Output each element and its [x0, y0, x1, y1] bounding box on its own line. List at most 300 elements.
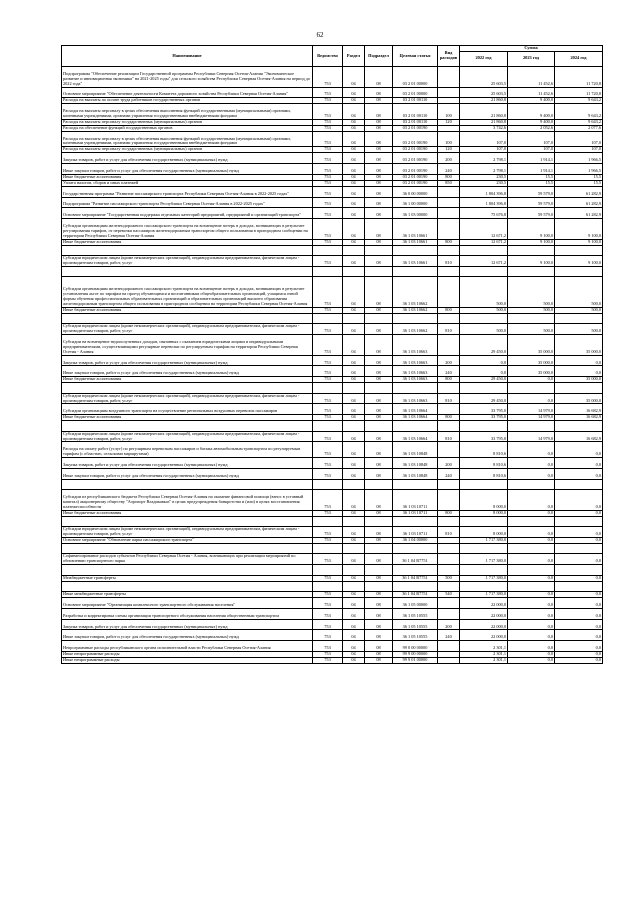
- row-target: 36 1 04 00000: [393, 538, 438, 544]
- row-value-2024: 0,0: [555, 554, 603, 565]
- empty-cell: [438, 479, 460, 490]
- row-ministry: 753: [313, 131, 343, 147]
- row-value-2022: 22 000,0: [460, 598, 508, 609]
- row-value-2023: 1 914,1: [508, 164, 555, 175]
- empty-cell: [460, 581, 508, 592]
- empty-cell: [460, 266, 508, 277]
- row-section: 04: [343, 256, 365, 267]
- row-ministry: 753: [313, 527, 343, 538]
- row-name: Иные межбюджетные трансферты: [62, 592, 313, 598]
- empty-cell: [343, 313, 365, 324]
- row-value-2024: 0,0: [555, 630, 603, 641]
- empty-cell: [365, 313, 393, 324]
- empty-cell: [508, 581, 555, 592]
- row-value-2023: 2 052,6: [508, 125, 555, 131]
- empty-cell: [393, 421, 438, 432]
- row-value-2024: 0,0: [555, 608, 603, 619]
- row-name: Иные бюджетные ассигнования: [62, 510, 313, 516]
- row-subsection: 08: [365, 277, 393, 307]
- row-target: 03 2 01 00000: [393, 87, 438, 98]
- row-ministry: 753: [313, 355, 343, 366]
- row-target: 36 1 04 R7751: [393, 554, 438, 565]
- header-sum: Сумма: [460, 46, 603, 52]
- row-value-2022: 2 798,1: [460, 153, 508, 164]
- row-target: 36 1 05 10555: [393, 619, 438, 630]
- row-expense-type: [438, 66, 460, 87]
- row-name: Иные бюджетные ассигнования: [62, 377, 313, 383]
- row-value-2023: 0,0: [508, 490, 555, 511]
- row-expense-type: 100: [438, 131, 460, 147]
- empty-cell: [438, 245, 460, 256]
- row-target: 36 1 03 10663: [393, 366, 438, 377]
- row-value-2022: 8 000,0: [460, 490, 508, 511]
- row-expense-type: 800: [438, 415, 460, 421]
- row-name: Уплата налогов, сборов и иных платежей: [62, 180, 313, 186]
- row-ministry: 753: [313, 608, 343, 619]
- row-ministry: 753: [313, 554, 343, 565]
- row-expense-type: 200: [438, 458, 460, 469]
- row-value-2024: 0,0: [555, 592, 603, 598]
- row-section: 04: [343, 277, 365, 307]
- row-value-2023: 0,0: [508, 554, 555, 565]
- row-target: 36 1 00 00000: [393, 197, 438, 208]
- row-value-2023: 107,0: [508, 131, 555, 147]
- row-value-2022: 12 671,2: [460, 239, 508, 245]
- row-expense-type: [438, 404, 460, 415]
- row-section: 04: [343, 208, 365, 219]
- row-expense-type: [438, 277, 460, 307]
- row-value-2022: 25 603,5: [460, 66, 508, 87]
- row-value-2024: 0,0: [555, 657, 603, 663]
- row-subsection: 08: [365, 335, 393, 356]
- row-subsection: 08: [365, 652, 393, 658]
- row-name: Непрограммные расходы республиканского органа исполнительной власти Республики Северная Осетия-Алания: [62, 641, 313, 652]
- row-expense-type: 100: [438, 104, 460, 120]
- empty-cell: [438, 581, 460, 592]
- row-subsection: 08: [365, 490, 393, 511]
- table-body: [62, 66, 603, 663]
- row-value-2024: 0,0: [555, 641, 603, 652]
- empty-cell: [508, 245, 555, 256]
- empty-cell: [343, 245, 365, 256]
- row-target: 03 2 01 00190: [393, 180, 438, 186]
- empty-cell: [313, 543, 343, 554]
- empty-cell: [438, 266, 460, 277]
- empty-cell: [343, 383, 365, 394]
- row-name: Субсидии юридическим лицам (кроме некоммерческих организаций), индивидуальным предпринимателям, физическим лицам - производителям товаров, работ, услуг: [62, 256, 313, 267]
- row-subsection: 08: [365, 197, 393, 208]
- table-row: [62, 543, 603, 554]
- row-section: 04: [343, 324, 365, 335]
- row-value-2022: 500,0: [460, 277, 508, 307]
- empty-cell: [313, 516, 343, 527]
- table-header: [62, 46, 603, 67]
- row-subsection: 08: [365, 377, 393, 383]
- row-subsection: 08: [365, 431, 393, 442]
- empty-cell: [313, 266, 343, 277]
- row-value-2022: 1 717 380,0: [460, 592, 508, 598]
- row-subsection: 08: [365, 131, 393, 147]
- table-row: [62, 186, 603, 197]
- row-expense-type: [438, 219, 460, 240]
- empty-cell: [62, 516, 313, 527]
- table-row: [62, 208, 603, 219]
- row-subsection: 08: [365, 527, 393, 538]
- row-value-2023: 500,0: [508, 324, 555, 335]
- row-value-2022: 107,0: [460, 147, 508, 153]
- row-target: 36 1 03 10848: [393, 458, 438, 469]
- row-section: 04: [343, 153, 365, 164]
- empty-cell: [62, 266, 313, 277]
- row-value-2024: 0,0: [555, 366, 603, 377]
- row-ministry: 753: [313, 104, 343, 120]
- row-value-2023: 9 100,0: [508, 239, 555, 245]
- row-expense-type: 240: [438, 164, 460, 175]
- empty-cell: [438, 421, 460, 432]
- empty-cell: [555, 245, 603, 256]
- row-value-2024: 35 000,0: [555, 393, 603, 404]
- row-subsection: 08: [365, 153, 393, 164]
- row-target: 36 1 05 00000: [393, 598, 438, 609]
- table-row: [62, 516, 603, 527]
- row-ministry: 753: [313, 87, 343, 98]
- row-section: 04: [343, 598, 365, 609]
- row-value-2023: 59 579,0: [508, 197, 555, 208]
- row-section: 04: [343, 98, 365, 104]
- row-target: 36 1 03 10711: [393, 527, 438, 538]
- header-year-2024: 2024 год: [555, 51, 603, 66]
- row-subsection: 08: [365, 442, 393, 458]
- empty-cell: [555, 543, 603, 554]
- row-value-2022: 1 717 380,0: [460, 554, 508, 565]
- row-target: 03 2 01 00110: [393, 119, 438, 125]
- row-name: Расходы на оплату работ (услуг) по регулярным перевозкам пассажиров и багажа автомобильным транспортом по регулируемым тарифам (с областью, сельскими маршрутами): [62, 442, 313, 458]
- row-section: 04: [343, 186, 365, 197]
- row-name: Иные закупки товаров, работ и услуг для обеспечения государственных (муниципальных) нужд: [62, 366, 313, 377]
- row-value-2023: 0,0: [508, 458, 555, 469]
- row-section: 04: [343, 404, 365, 415]
- empty-cell: [438, 313, 460, 324]
- row-value-2022: 29 450,0: [460, 393, 508, 404]
- row-ministry: 753: [313, 415, 343, 421]
- row-value-2022: 2 301,1: [460, 641, 508, 652]
- row-section: 04: [343, 180, 365, 186]
- row-value-2022: 29 450,0: [460, 335, 508, 356]
- row-subsection: 08: [365, 592, 393, 598]
- row-expense-type: 810: [438, 256, 460, 267]
- empty-cell: [508, 565, 555, 576]
- row-value-2022: 33 795,0: [460, 404, 508, 415]
- row-value-2024: 0,0: [555, 538, 603, 544]
- row-expense-type: 240: [438, 630, 460, 641]
- row-value-2024: 500,0: [555, 324, 603, 335]
- row-name: Иные закупки товаров, работ и услуг для обеспечения государственных (муниципальных) нужд: [62, 468, 313, 479]
- budget-table: [61, 45, 603, 664]
- empty-cell: [508, 516, 555, 527]
- row-target: 36 1 03 10661: [393, 256, 438, 267]
- row-expense-type: 240: [438, 366, 460, 377]
- row-section: 04: [343, 458, 365, 469]
- empty-cell: [393, 266, 438, 277]
- row-ministry: 753: [313, 510, 343, 516]
- table-row: [62, 366, 603, 377]
- row-expense-type: 120: [438, 119, 460, 125]
- row-value-2023: 0,0: [508, 619, 555, 630]
- row-ministry: 753: [313, 641, 343, 652]
- header-year-2022: 2022 год: [460, 51, 508, 66]
- empty-cell: [393, 565, 438, 576]
- row-section: 04: [343, 415, 365, 421]
- empty-cell: [555, 421, 603, 432]
- row-value-2024: 0,0: [555, 468, 603, 479]
- row-value-2023: 14 979,0: [508, 431, 555, 442]
- row-subsection: 08: [365, 324, 393, 335]
- row-value-2022: 0,0: [460, 355, 508, 366]
- row-expense-type: [438, 197, 460, 208]
- row-section: 04: [343, 335, 365, 356]
- row-value-2023: 0,0: [508, 510, 555, 516]
- header-expense-type: Вид расходов: [438, 46, 460, 67]
- row-target: 99 9 01 00000: [393, 657, 438, 663]
- row-target: 36 1 03 10711: [393, 490, 438, 511]
- row-value-2024: 9 643,2: [555, 98, 603, 104]
- table-row: [62, 468, 603, 479]
- row-value-2022: 25 603,5: [460, 87, 508, 98]
- table-row: [62, 458, 603, 469]
- empty-cell: [62, 421, 313, 432]
- row-section: 04: [343, 393, 365, 404]
- row-section: 04: [343, 355, 365, 366]
- row-subsection: 08: [365, 538, 393, 544]
- row-ministry: 753: [313, 219, 343, 240]
- empty-cell: [313, 421, 343, 432]
- row-section: 04: [343, 554, 365, 565]
- table-row: [62, 256, 603, 267]
- row-name: Софинансирование расходов субъектов Республики Северная Осетия - Алания, возникающих при реализации мероприятий по обновлению транспортного парка: [62, 554, 313, 565]
- row-value-2023: 35 000,0: [508, 366, 555, 377]
- row-section: 04: [343, 657, 365, 663]
- row-ministry: 753: [313, 186, 343, 197]
- row-value-2022: 22 000,0: [460, 619, 508, 630]
- row-subsection: 08: [365, 174, 393, 180]
- row-target: 03 2 01 00110: [393, 98, 438, 104]
- row-section: 04: [343, 366, 365, 377]
- row-name: Иные закупки товаров, работ и услуг для обеспечения государственных (муниципальных) нужд: [62, 164, 313, 175]
- row-ministry: 753: [313, 197, 343, 208]
- row-name: Субсидии из республиканского бюджета Республики Северная Осетия-Алания на оказание финансовой помощи (взнос в уставный капитал) акционерному обществу "Аэропорт Владикавказ" в целях предупреждения банкротства и (или) в целях восстановления платежеспособности: [62, 490, 313, 511]
- row-target: 36 0 00 00000: [393, 186, 438, 197]
- row-section: 04: [343, 490, 365, 511]
- header-year-2023: 2023 год: [508, 51, 555, 66]
- row-value-2024: 9 100,0: [555, 256, 603, 267]
- row-expense-type: [438, 442, 460, 458]
- row-value-2023: 0,0: [508, 598, 555, 609]
- row-value-2023: 11 452,6: [508, 87, 555, 98]
- empty-cell: [393, 581, 438, 592]
- row-ministry: 753: [313, 324, 343, 335]
- row-name: Закупка товаров, работ и услуг для обеспечения государственных (муниципальных) нужд: [62, 153, 313, 164]
- row-ministry: 753: [313, 404, 343, 415]
- row-value-2023: 14 979,0: [508, 404, 555, 415]
- empty-cell: [62, 581, 313, 592]
- row-expense-type: 810: [438, 324, 460, 335]
- table-row: [62, 324, 603, 335]
- empty-cell: [62, 565, 313, 576]
- row-ministry: 753: [313, 366, 343, 377]
- row-value-2023: 1 914,1: [508, 153, 555, 164]
- empty-cell: [365, 479, 393, 490]
- row-value-2024: 107,0: [555, 131, 603, 147]
- row-value-2024: 9 643,2: [555, 104, 603, 120]
- row-value-2024: 35 000,0: [555, 335, 603, 356]
- row-target: 03 2 01 00190: [393, 131, 438, 147]
- row-expense-type: 800: [438, 239, 460, 245]
- row-value-2023: 15,5: [508, 174, 555, 180]
- row-section: 04: [343, 125, 365, 131]
- empty-cell: [343, 421, 365, 432]
- row-value-2023: 59 579,0: [508, 186, 555, 197]
- empty-cell: [365, 581, 393, 592]
- empty-cell: [343, 581, 365, 592]
- row-subsection: 08: [365, 219, 393, 240]
- empty-cell: [343, 565, 365, 576]
- row-value-2022: 12 671,2: [460, 256, 508, 267]
- row-expense-type: 200: [438, 619, 460, 630]
- row-value-2024: 15,5: [555, 180, 603, 186]
- row-ministry: 753: [313, 538, 343, 544]
- row-section: 04: [343, 641, 365, 652]
- row-value-2023: 9 400,0: [508, 98, 555, 104]
- row-subsection: 08: [365, 66, 393, 87]
- row-value-2023: 35 000,0: [508, 355, 555, 366]
- row-section: 04: [343, 575, 365, 581]
- row-section: 04: [343, 377, 365, 383]
- row-ministry: 753: [313, 652, 343, 658]
- row-expense-type: 200: [438, 355, 460, 366]
- empty-cell: [313, 383, 343, 394]
- row-ministry: 753: [313, 180, 343, 186]
- row-name: Закупка товаров, работ и услуг для обеспечения государственных (муниципальных) нужд: [62, 619, 313, 630]
- row-expense-type: 810: [438, 431, 460, 442]
- row-value-2024: 107,0: [555, 147, 603, 153]
- row-subsection: 08: [365, 393, 393, 404]
- header-section: Раздел: [343, 46, 365, 67]
- row-name: Субсидии юридическим лицам (кроме некоммерческих организаций), индивидуальным предпринимателям, физическим лицам - производителям товаров, работ, услуг: [62, 527, 313, 538]
- row-name: Основное мероприятие "Государственная поддержка отдельных категорий предприятий, предприятий и организаций транспорта": [62, 208, 313, 219]
- table-row: [62, 598, 603, 609]
- table-row: [62, 490, 603, 511]
- row-name: Субсидии организациям железнодорожного пассажирского транспорта на возмещение потерь в доходах, возникающих в результате регулирования тарифов, от перевозки пассажиров железнодорожным транспортом общего пользования в пригородном сообщении на территории Республики Северная Осетия-Алания: [62, 219, 313, 240]
- row-section: 04: [343, 527, 365, 538]
- row-value-2022: 230,5: [460, 180, 508, 186]
- table-row: [62, 131, 603, 147]
- row-ministry: 753: [313, 307, 343, 313]
- empty-cell: [460, 421, 508, 432]
- empty-cell: [555, 266, 603, 277]
- row-target: 36 1 03 10663: [393, 355, 438, 366]
- table-row: [62, 404, 603, 415]
- row-value-2024: 16 682,9: [555, 431, 603, 442]
- row-value-2022: 21 860,8: [460, 98, 508, 104]
- row-expense-type: 800: [438, 307, 460, 313]
- table-row: [62, 619, 603, 630]
- row-name: Основное мероприятие "Организация комплексного транспортного обслуживания населения": [62, 598, 313, 609]
- row-section: 04: [343, 608, 365, 619]
- row-subsection: 08: [365, 256, 393, 267]
- empty-cell: [343, 266, 365, 277]
- row-expense-type: [438, 641, 460, 652]
- row-value-2024: 16 682,9: [555, 404, 603, 415]
- row-expense-type: 800: [438, 510, 460, 516]
- row-section: 04: [343, 652, 365, 658]
- row-ministry: 753: [313, 256, 343, 267]
- table-row: [62, 104, 603, 120]
- empty-cell: [438, 516, 460, 527]
- row-name: Закупка товаров, работ и услуг для обеспечения государственных (муниципальных) нужд: [62, 355, 313, 366]
- row-section: 04: [343, 174, 365, 180]
- row-name: Расходы на выплаты персоналу государственных (муниципальных) органов: [62, 147, 313, 153]
- row-value-2022: 8 810,6: [460, 458, 508, 469]
- row-expense-type: [438, 186, 460, 197]
- row-target: 36 1 03 10661: [393, 219, 438, 240]
- row-target: 36 1 03 10711: [393, 510, 438, 516]
- row-value-2024: 500,0: [555, 277, 603, 307]
- row-section: 04: [343, 431, 365, 442]
- row-expense-type: [438, 598, 460, 609]
- row-value-2024: 61 282,9: [555, 197, 603, 208]
- row-subsection: 08: [365, 98, 393, 104]
- empty-cell: [313, 313, 343, 324]
- row-value-2023: 0,0: [508, 442, 555, 458]
- table-row: [62, 393, 603, 404]
- row-value-2023: 9 400,0: [508, 104, 555, 120]
- table-row: [62, 164, 603, 175]
- row-section: 04: [343, 147, 365, 153]
- row-value-2023: 59 579,0: [508, 208, 555, 219]
- row-value-2023: 0,0: [508, 652, 555, 658]
- empty-cell: [313, 479, 343, 490]
- row-target: 36 1 04 R7751: [393, 575, 438, 581]
- row-ministry: 753: [313, 619, 343, 630]
- row-value-2022: 12 671,2: [460, 219, 508, 240]
- empty-cell: [508, 383, 555, 394]
- row-expense-type: [438, 608, 460, 619]
- empty-cell: [365, 516, 393, 527]
- row-name: Закупка товаров, работ и услуг для обеспечения государственных (муниципальных) нужд: [62, 458, 313, 469]
- row-section: 04: [343, 66, 365, 87]
- row-target: 03 2 01 00110: [393, 104, 438, 120]
- row-ministry: 753: [313, 598, 343, 609]
- row-subsection: 08: [365, 468, 393, 479]
- row-value-2023: 0,0: [508, 377, 555, 383]
- row-subsection: 08: [365, 619, 393, 630]
- row-target: 03 2 01 00190: [393, 164, 438, 175]
- empty-cell: [555, 479, 603, 490]
- row-value-2022: 22 000,0: [460, 608, 508, 619]
- row-subsection: 08: [365, 180, 393, 186]
- empty-cell: [62, 245, 313, 256]
- table-row: [62, 565, 603, 576]
- row-name: Основное мероприятие "Обновление парка пассажирского транспорта": [62, 538, 313, 544]
- empty-cell: [460, 383, 508, 394]
- row-value-2023: 0,0: [508, 657, 555, 663]
- row-subsection: 08: [365, 608, 393, 619]
- row-value-2024: 2 077,6: [555, 125, 603, 131]
- row-subsection: 08: [365, 125, 393, 131]
- row-value-2024: 9 100,0: [555, 239, 603, 245]
- empty-cell: [508, 421, 555, 432]
- row-target: 36 1 03 10662: [393, 307, 438, 313]
